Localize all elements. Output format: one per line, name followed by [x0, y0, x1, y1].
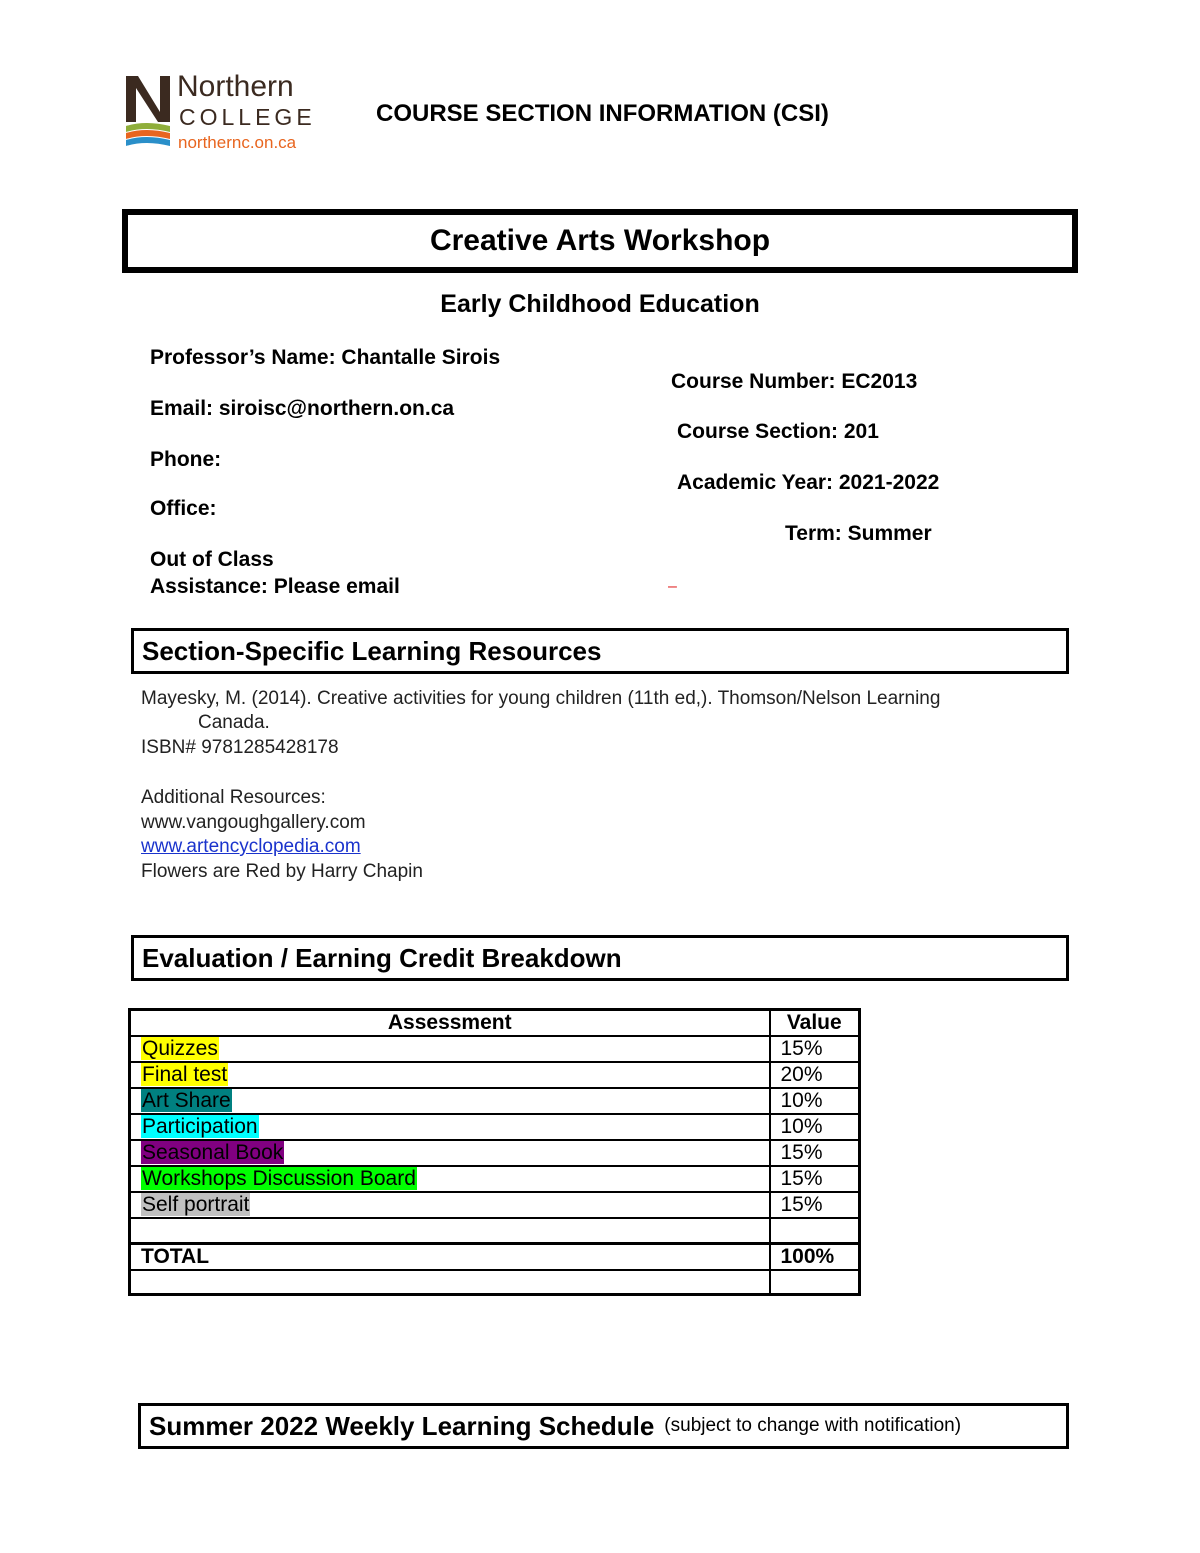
- resource-link-artencyclopedia[interactable]: www.artencyclopedia.com: [141, 836, 361, 857]
- program-name: Early Childhood Education: [440, 290, 760, 318]
- schedule-heading: Summer 2022 Weekly Learning Schedule: [149, 1410, 655, 1441]
- course-number: Course Number: EC2013: [671, 370, 918, 393]
- professor-office: Office:: [150, 497, 217, 520]
- evaluation-heading: Evaluation / Earning Credit Breakdown: [142, 942, 622, 973]
- table-row-total: [130, 1243, 860, 1270]
- table-row: [130, 1114, 860, 1140]
- assistance-line-1: Out of Class: [150, 548, 274, 571]
- empty-cell: [130, 1218, 770, 1243]
- assessment-name-cell: [130, 1088, 770, 1114]
- document-title: COURSE SECTION INFORMATION (CSI): [376, 100, 829, 127]
- logo-college: COLLEGE: [179, 104, 316, 130]
- course-title: Creative Arts Workshop: [429, 224, 771, 257]
- additional-resources-label: Additional Resources:: [141, 787, 326, 808]
- assessment-name: Self portrait: [142, 1193, 250, 1216]
- resources-heading-box: [131, 628, 1069, 674]
- assessment-value: 10%: [770, 1114, 860, 1140]
- assessment-name: Quizzes: [142, 1037, 218, 1060]
- logo-northern: Northern: [177, 70, 294, 103]
- assessment-name-cell: [130, 1192, 770, 1218]
- assessment-value: 20%: [770, 1062, 860, 1088]
- resources-heading: Section-Specific Learning Resources: [142, 635, 602, 666]
- red-dash-mark: –: [668, 578, 677, 595]
- professor-email: Email: siroisc@northern.on.ca: [150, 397, 455, 420]
- assessment-value: 15%: [770, 1166, 860, 1192]
- assessment-table: [128, 1008, 861, 1296]
- academic-year: Academic Year: 2021-2022: [677, 471, 940, 494]
- assessment-name: Participation: [142, 1115, 258, 1138]
- evaluation-heading-box: [131, 935, 1069, 981]
- citation-line-1: Mayesky, M. (2014). Creative activities for young children (11th ed,). Thomson/Nelson Learning: [141, 688, 941, 709]
- assessment-value: 15%: [770, 1140, 860, 1166]
- assessment-name: Final test: [142, 1063, 228, 1086]
- resource-song: Flowers are Red by Harry Chapin: [141, 861, 423, 882]
- assessment-name: Workshops Discussion Board: [142, 1167, 416, 1190]
- table-row: [130, 1036, 860, 1062]
- assessment-value: 10%: [770, 1088, 860, 1114]
- assessment-name-cell: [130, 1166, 770, 1192]
- professor-phone: Phone:: [150, 448, 222, 471]
- logo-url: northernc.on.ca: [178, 133, 297, 152]
- course-section: Course Section: 201: [677, 420, 879, 443]
- assessment-value: 15%: [770, 1192, 860, 1218]
- table-row: [130, 1062, 860, 1088]
- assessment-name-cell: [130, 1140, 770, 1166]
- assessment-name-cell: [130, 1062, 770, 1088]
- assessment-value: 15%: [770, 1036, 860, 1062]
- column-header-value: Value: [770, 1010, 860, 1037]
- column-header-assessment: Assessment: [130, 1010, 770, 1037]
- empty-cell: [770, 1218, 860, 1243]
- table-row: [130, 1192, 860, 1218]
- table-row-empty: [130, 1270, 860, 1295]
- assessment-name: Seasonal Book: [142, 1141, 284, 1164]
- assessment-name-cell: [130, 1036, 770, 1062]
- assistance-line-2: Assistance: Please email: [150, 575, 400, 598]
- resource-link-vangough: www.vangoughgallery.com: [141, 812, 366, 833]
- schedule-note: (subject to change with notification): [664, 1415, 962, 1436]
- table-row: [130, 1088, 860, 1114]
- table-row: [130, 1140, 860, 1166]
- total-value: 100%: [770, 1243, 860, 1270]
- isbn: ISBN# 9781285428178: [141, 737, 339, 758]
- assessment-name: Art Share: [142, 1089, 231, 1112]
- table-header-row: [130, 1010, 860, 1037]
- table-row-empty: [130, 1218, 860, 1243]
- assessment-name-cell: [130, 1114, 770, 1140]
- course-title-box: [122, 209, 1078, 273]
- citation-line-2: Canada.: [198, 712, 270, 733]
- total-label: TOTAL: [130, 1243, 770, 1270]
- table-row: [130, 1166, 860, 1192]
- term: Term: Summer: [785, 522, 932, 545]
- empty-cell: [770, 1270, 860, 1295]
- professor-name: Professor’s Name: Chantalle Sirois: [150, 346, 501, 369]
- empty-cell: [130, 1270, 770, 1295]
- schedule-heading-box: [138, 1403, 1069, 1449]
